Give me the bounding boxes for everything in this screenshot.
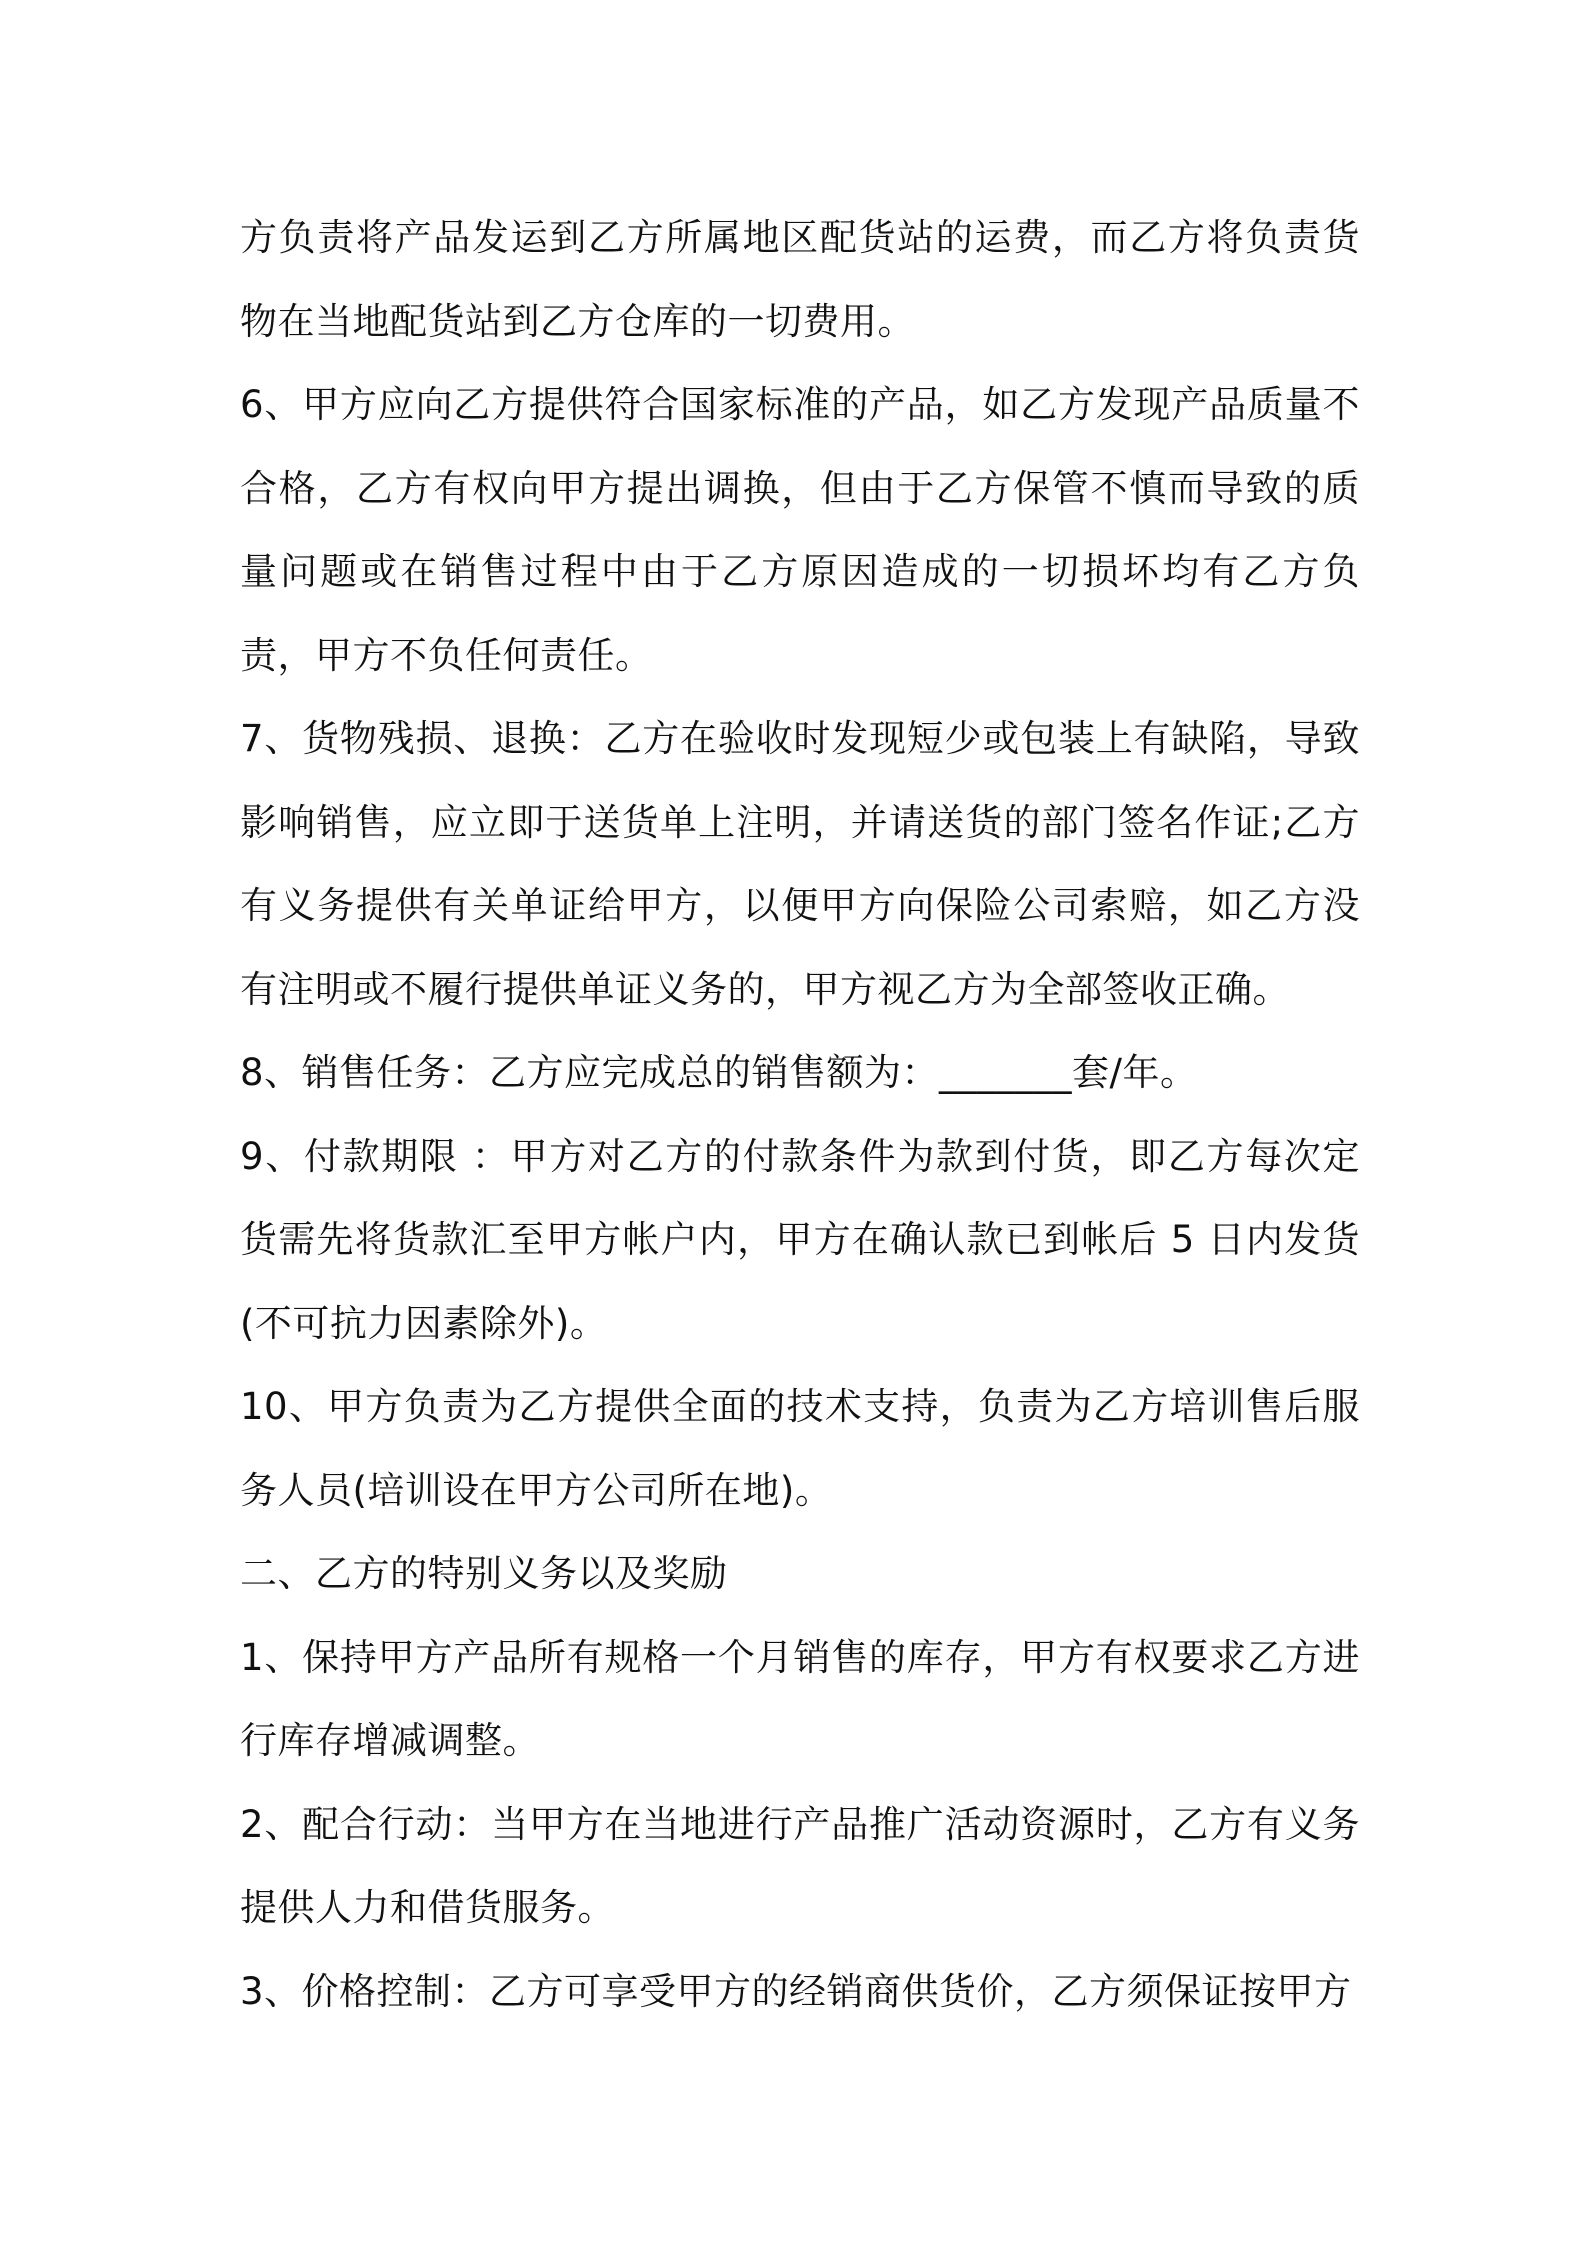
obligation-1-inventory: 1、保持甲方产品所有规格一个月销售的库存，甲方有权要求乙方进行库存增减调整。 bbox=[240, 1635, 1360, 1762]
paragraph-freight-costs: 方负责将产品发运到乙方所属地区配货站的运费，而乙方将负责货物在当地配货站到乙方仓库的一切费用。 bbox=[240, 216, 1360, 343]
document-body bbox=[240, 196, 1360, 2033]
clause-9-payment-terms: 9、付款期限 ：甲方对乙方的付款条件为款到付货，即乙方每次定货需先将货款汇至甲方帐户内，甲方在确认款已到帐后 5 日内发货(不可抗力因素除外)。 bbox=[240, 1134, 1360, 1345]
obligation-2-cooperation: 2、配合行动：当甲方在当地进行产品推广活动资源时，乙方有义务提供人力和借货服务。 bbox=[240, 1802, 1360, 1929]
clause-10-technical-support: 10、甲方负责为乙方提供全面的技术支持，负责为乙方培训售后服务人员(培训设在甲方公司所在地)。 bbox=[240, 1385, 1360, 1512]
section-heading-party-b-obligations: 二、乙方的特别义务以及奖励 bbox=[240, 1552, 728, 1595]
clause-8-sales-target: 8、销售任务：乙方应完成总的销售额为：_______套/年。 bbox=[240, 1051, 1198, 1094]
clause-6-product-quality: 6、甲方应向乙方提供符合国家标准的产品，如乙方发现产品质量不合格，乙方有权向甲方提出调换，但由于乙方保管不慎而导致的质量问题或在销售过程中由于乙方原因造成的一切损坏均有乙方负责，甲方不负任何责任。 bbox=[240, 383, 1360, 677]
obligation-3-price-control: 3、价格控制：乙方可享受甲方的经销商供货价，乙方须保证按甲方 bbox=[240, 1969, 1352, 2013]
clause-7-damage-returns: 7、货物残损、退换：乙方在验收时发现短少或包装上有缺陷，导致影响销售，应立即于送货单上注明，并请送货的部门签名作证;乙方有义务提供有关单证给甲方，以便甲方向保险公司索赔，如乙方没有注明或不履行提供单证义务的，甲方视乙方为全部签收正确。 bbox=[240, 717, 1360, 1011]
